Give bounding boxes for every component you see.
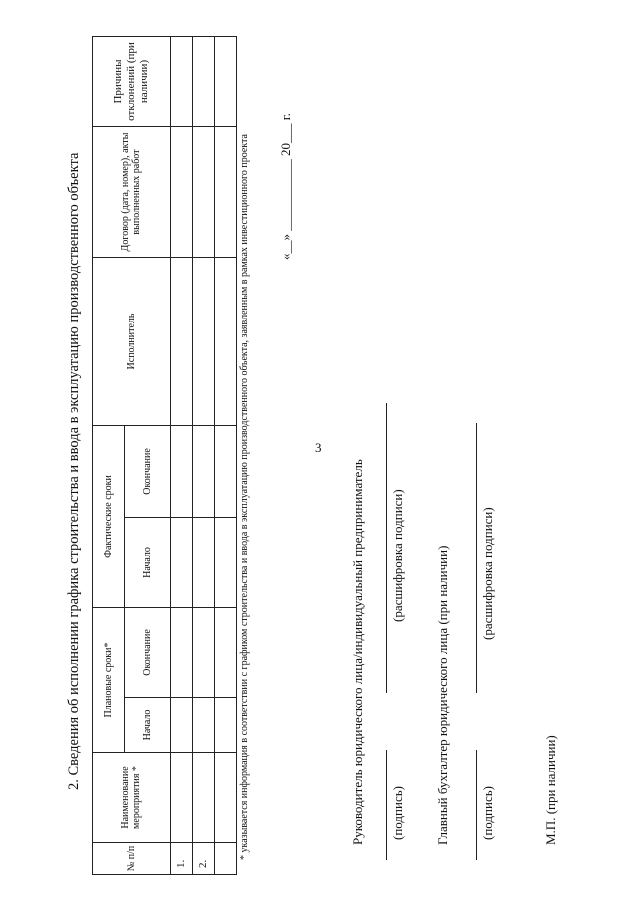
- table-row: [192, 37, 214, 875]
- header-number: № п/п: [93, 843, 171, 875]
- header-executor: Исполнитель: [93, 258, 171, 426]
- row-number: 2.: [192, 843, 214, 875]
- head-title: Руководитель юридического лица/индивидуальный предприниматель: [350, 459, 365, 845]
- header-reasons: Причины отклонений (при наличии): [93, 37, 171, 127]
- page-number: 3: [315, 440, 322, 455]
- table-row: [170, 37, 192, 875]
- decode-line: [386, 403, 387, 693]
- header-actual: Фактические сроки: [93, 426, 125, 608]
- signature-label: (подпись): [390, 786, 405, 840]
- section-title: 2. Сведения об исполнении графика строительства и ввода в эксплуатацию производственного объекта: [66, 152, 82, 790]
- accountant-title: Главный бухгалтер юридического лица (при наличии): [435, 545, 450, 845]
- header-actual-start: Начало: [125, 518, 170, 608]
- header-planned-end: Окончание: [125, 608, 170, 698]
- stamp-label: М.П. (при наличии): [543, 735, 558, 845]
- footnote: * указывается информация в соответствии с графиком строительства и ввода в эксплуатацию производственного объекта, заявленным в рамках инвестиционного проекта: [239, 134, 250, 860]
- signature-label: (подпись): [480, 786, 495, 840]
- schedule-table: [92, 36, 237, 875]
- signature-line: [386, 750, 387, 860]
- signature-line: [476, 750, 477, 860]
- decode-line: [476, 423, 477, 693]
- header-planned-start: Начало: [125, 698, 170, 753]
- rotated-content: [20, 40, 620, 880]
- header-contract: Договор (дата, номер), акты выполненных работ: [93, 127, 171, 258]
- decode-label: (расшифровка подписи): [390, 489, 405, 622]
- decode-label: (расшифровка подписи): [480, 507, 495, 640]
- table-row: [214, 37, 236, 875]
- header-actual-end: Окончание: [125, 426, 170, 518]
- date-line: «__» ___________ 20___ г.: [278, 113, 293, 260]
- header-name: Наименование мероприятия *: [93, 753, 171, 843]
- header-planned: Плановые сроки*: [93, 608, 125, 753]
- row-number: 1.: [170, 843, 192, 875]
